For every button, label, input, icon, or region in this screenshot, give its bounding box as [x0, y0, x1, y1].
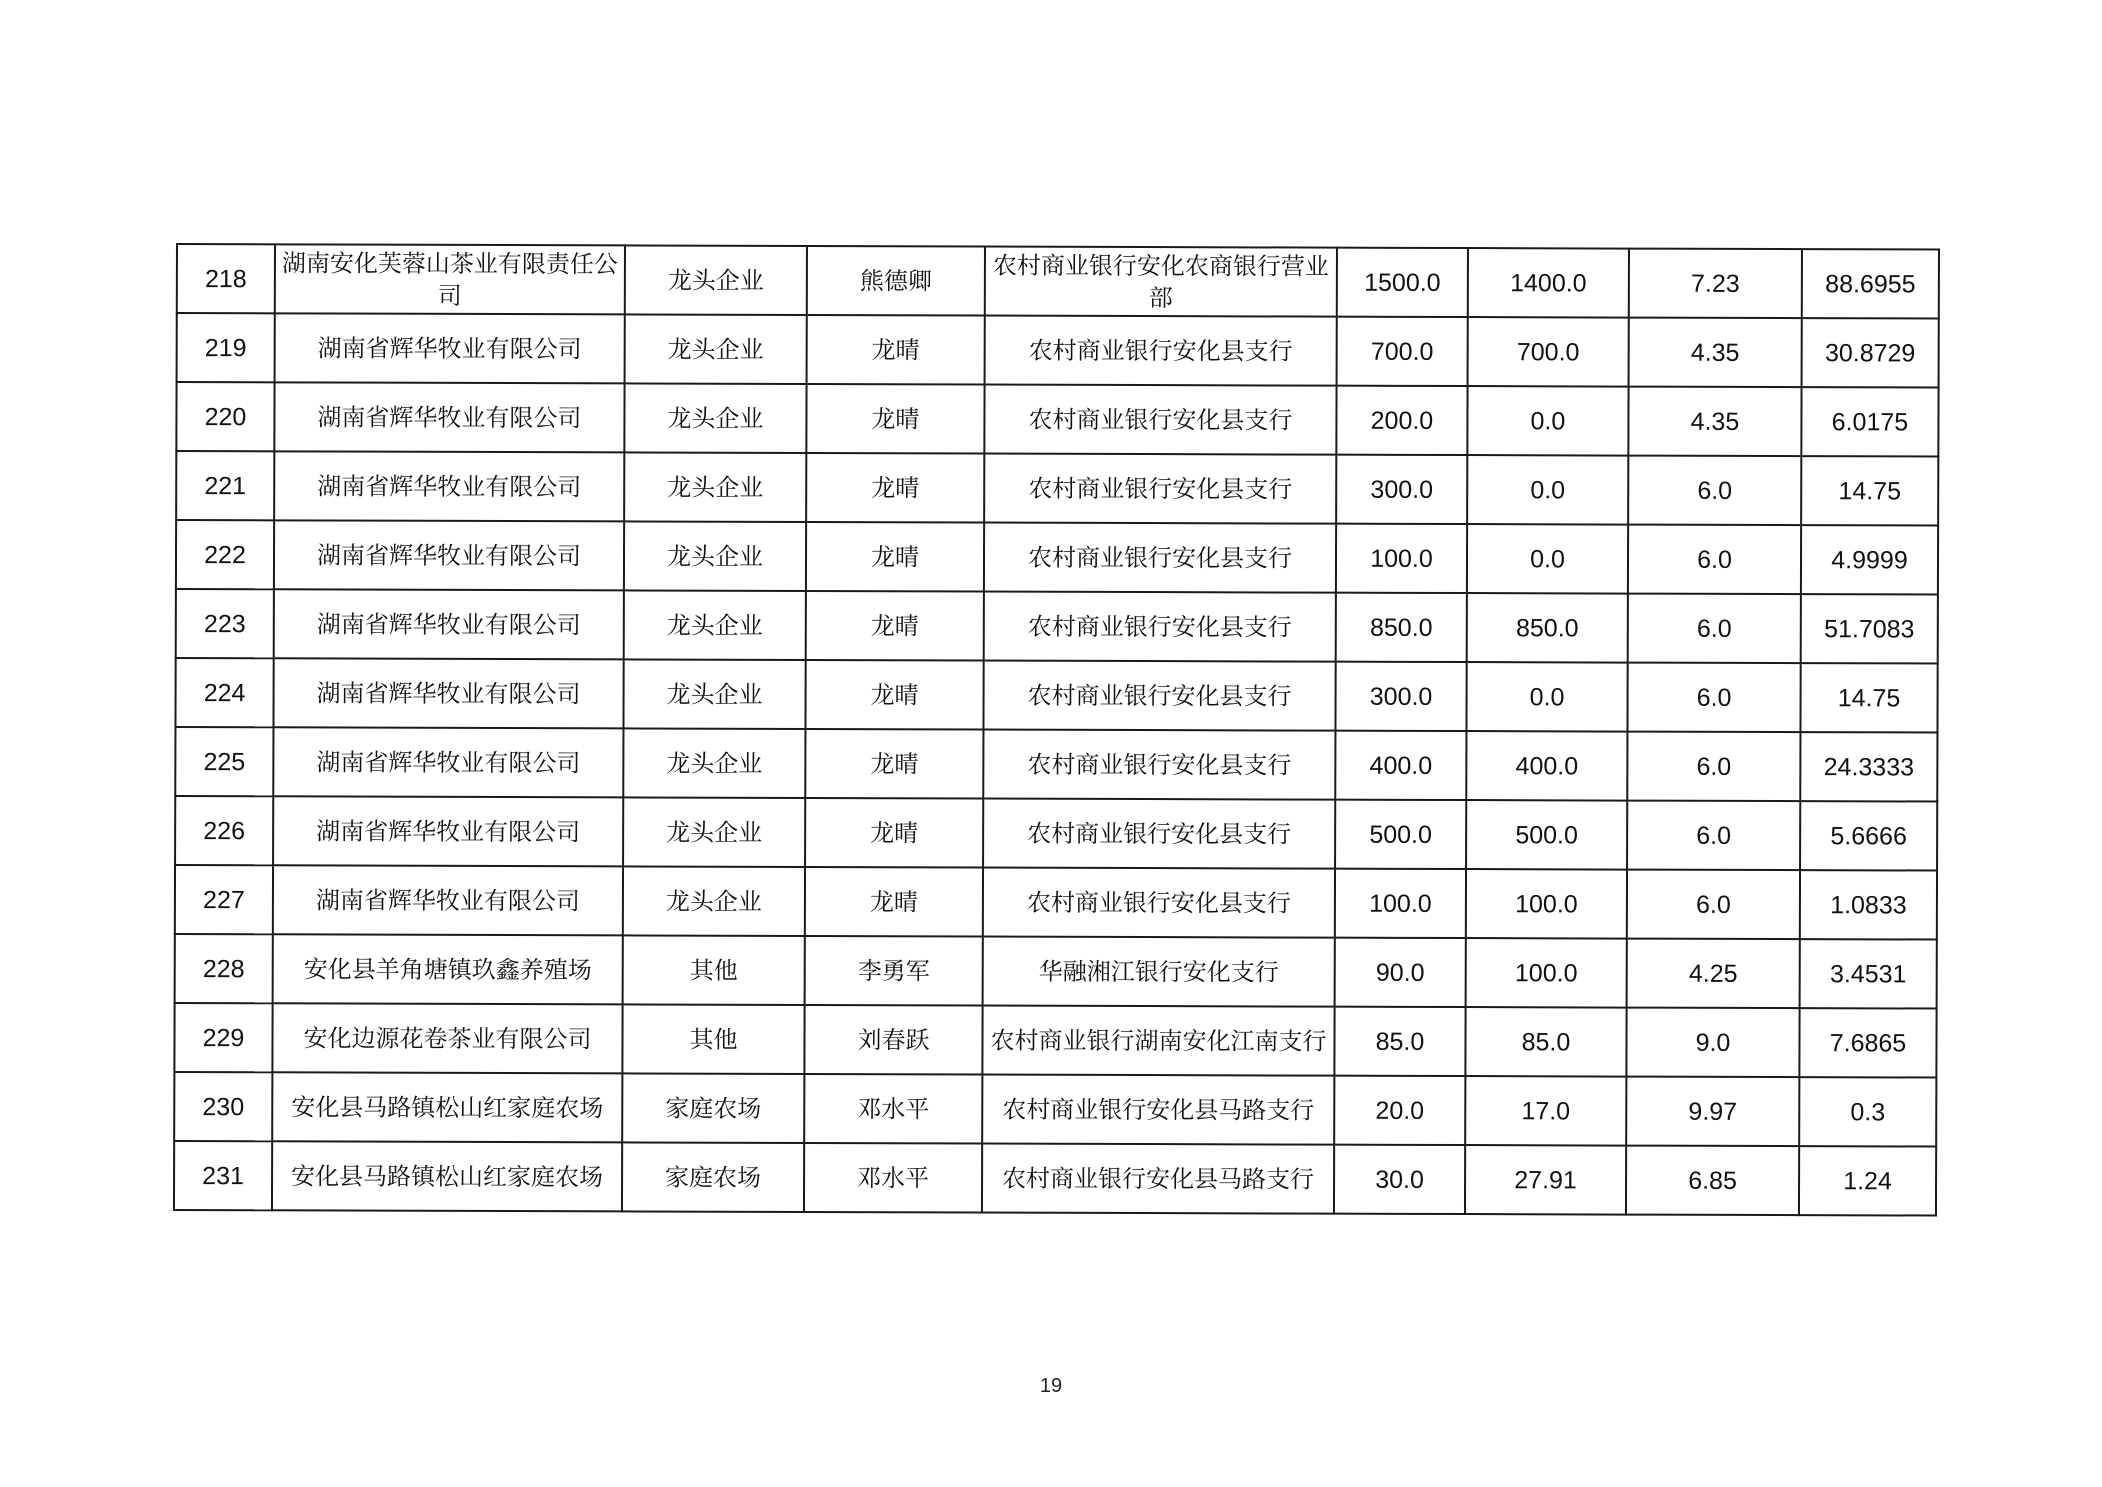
cell-amount-3: 3.4531 — [1800, 939, 1937, 1008]
cell-entity-type: 其他 — [623, 935, 805, 1005]
cell-amount-3: 5.6666 — [1800, 801, 1937, 870]
cell-entity-name: 安化县羊角塘镇玖鑫养殖场 — [273, 934, 623, 1004]
cell-entity-name: 湖南省辉华牧业有限公司 — [274, 520, 624, 590]
cell-amount-2: 1400.0 — [1468, 248, 1629, 318]
cell-contact-person: 邓水平 — [804, 1074, 982, 1144]
cell-entity-type: 龙头企业 — [624, 521, 806, 591]
cell-entity-name: 湖南省辉华牧业有限公司 — [273, 796, 623, 866]
cell-seq-no: 220 — [176, 382, 274, 451]
cell-contact-person: 龙晴 — [806, 522, 984, 592]
cell-rate: 6.85 — [1626, 1146, 1799, 1216]
cell-entity-name: 湖南省辉华牧业有限公司 — [275, 313, 625, 383]
cell-amount-3: 0.3 — [1799, 1077, 1936, 1146]
cell-seq-no: 222 — [176, 520, 274, 589]
cell-amount-2: 17.0 — [1465, 1076, 1626, 1146]
cell-amount-2: 85.0 — [1465, 1007, 1626, 1077]
cell-entity-name: 湖南省辉华牧业有限公司 — [273, 865, 623, 935]
table-row — [176, 589, 1938, 664]
cell-lending-bank: 农村商业银行安化县支行 — [984, 385, 1336, 455]
cell-entity-type: 龙头企业 — [624, 383, 806, 453]
table-row — [174, 1003, 1936, 1078]
table-row — [175, 865, 1937, 940]
cell-seq-no: 228 — [175, 934, 273, 1003]
cell-contact-person: 李勇军 — [805, 936, 983, 1006]
loan-table — [173, 243, 1940, 1217]
cell-amount-3: 4.9999 — [1801, 525, 1938, 594]
cell-amount-2: 850.0 — [1467, 593, 1628, 663]
cell-entity-type: 龙头企业 — [625, 314, 807, 384]
cell-seq-no: 221 — [176, 451, 274, 520]
cell-amount-2: 0.0 — [1467, 455, 1628, 525]
cell-entity-type: 龙头企业 — [623, 797, 805, 867]
cell-entity-name: 安化县马路镇松山红家庭农场 — [272, 1141, 622, 1211]
cell-entity-type: 龙头企业 — [623, 659, 805, 729]
cell-entity-type: 家庭农场 — [622, 1142, 804, 1212]
cell-lending-bank: 农村商业银行安化县支行 — [984, 592, 1336, 662]
cell-seq-no: 230 — [174, 1072, 272, 1141]
cell-amount-3: 1.24 — [1799, 1146, 1936, 1215]
cell-rate: 6.0 — [1628, 594, 1801, 664]
table-row — [175, 796, 1937, 871]
cell-rate: 9.97 — [1626, 1077, 1799, 1147]
cell-contact-person: 邓水平 — [804, 1143, 982, 1213]
cell-entity-type: 龙头企业 — [623, 728, 805, 798]
cell-entity-type: 龙头企业 — [625, 245, 807, 315]
cell-lending-bank: 农村商业银行安化县支行 — [983, 661, 1335, 731]
table-row — [177, 313, 1939, 388]
cell-lending-bank: 农村商业银行安化县支行 — [983, 730, 1335, 800]
cell-rate: 4.35 — [1628, 387, 1801, 457]
cell-entity-name: 安化县马路镇松山红家庭农场 — [272, 1072, 622, 1142]
cell-entity-type: 其他 — [622, 1004, 804, 1074]
cell-amount-3: 14.75 — [1800, 663, 1937, 732]
cell-lending-bank: 农村商业银行安化县支行 — [985, 316, 1337, 386]
table-row — [175, 934, 1937, 1009]
cell-contact-person: 龙晴 — [805, 867, 983, 937]
cell-entity-name: 安化边源花卷茶业有限公司 — [272, 1003, 622, 1073]
cell-contact-person: 龙晴 — [805, 729, 983, 799]
cell-entity-name: 湖南安化芙蓉山茶业有限责任公司 — [275, 244, 625, 314]
cell-seq-no: 231 — [174, 1141, 272, 1210]
cell-rate: 6.0 — [1627, 870, 1800, 940]
cell-lending-bank: 农村商业银行安化县支行 — [984, 454, 1336, 524]
cell-entity-type: 龙头企业 — [624, 452, 806, 522]
cell-seq-no: 224 — [175, 658, 273, 727]
cell-amount-3: 30.8729 — [1802, 318, 1939, 387]
cell-entity-type: 龙头企业 — [624, 590, 806, 660]
cell-amount-2: 100.0 — [1466, 938, 1627, 1008]
cell-amount-1: 300.0 — [1335, 662, 1466, 731]
cell-entity-name: 湖南省辉华牧业有限公司 — [274, 382, 624, 452]
cell-amount-1: 500.0 — [1335, 800, 1466, 869]
cell-amount-1: 30.0 — [1334, 1145, 1465, 1214]
cell-amount-1: 100.0 — [1336, 524, 1467, 593]
cell-seq-no: 229 — [174, 1003, 272, 1072]
table-row — [176, 451, 1938, 526]
table-body — [174, 244, 1939, 1216]
cell-entity-name: 湖南省辉华牧业有限公司 — [274, 451, 624, 521]
cell-amount-1: 1500.0 — [1337, 248, 1468, 317]
cell-amount-1: 850.0 — [1336, 593, 1467, 662]
cell-rate: 7.23 — [1629, 249, 1802, 319]
cell-lending-bank: 农村商业银行安化县支行 — [983, 868, 1335, 938]
cell-contact-person: 熊德卿 — [807, 246, 985, 316]
table-row — [177, 244, 1939, 319]
cell-lending-bank: 华融湘江银行安化支行 — [983, 937, 1335, 1007]
cell-contact-person: 龙晴 — [806, 453, 984, 523]
cell-seq-no: 218 — [177, 244, 275, 313]
cell-seq-no: 227 — [175, 865, 273, 934]
cell-amount-2: 500.0 — [1466, 800, 1627, 870]
cell-contact-person: 龙晴 — [806, 384, 984, 454]
cell-contact-person: 龙晴 — [806, 591, 984, 661]
cell-rate: 6.0 — [1627, 663, 1800, 733]
table-row — [176, 520, 1938, 595]
cell-lending-bank: 农村商业银行湖南安化江南支行 — [982, 1006, 1334, 1076]
cell-amount-1: 700.0 — [1337, 317, 1468, 386]
cell-lending-bank: 农村商业银行安化县马路支行 — [982, 1075, 1334, 1145]
cell-amount-3: 51.7083 — [1801, 594, 1938, 663]
cell-amount-1: 300.0 — [1336, 455, 1467, 524]
cell-amount-2: 0.0 — [1467, 524, 1628, 594]
cell-seq-no: 223 — [176, 589, 274, 658]
cell-seq-no: 225 — [175, 727, 273, 796]
table-row — [175, 658, 1937, 733]
cell-entity-name: 湖南省辉华牧业有限公司 — [273, 727, 623, 797]
cell-seq-no: 219 — [177, 313, 275, 382]
cell-lending-bank: 农村商业银行安化县支行 — [984, 523, 1336, 593]
cell-seq-no: 226 — [175, 796, 273, 865]
cell-contact-person: 龙晴 — [805, 798, 983, 868]
cell-amount-1: 85.0 — [1334, 1007, 1465, 1076]
cell-rate: 6.0 — [1627, 732, 1800, 802]
cell-entity-type: 龙头企业 — [623, 866, 805, 936]
cell-amount-2: 0.0 — [1467, 386, 1628, 456]
cell-amount-2: 400.0 — [1466, 731, 1627, 801]
cell-rate: 6.0 — [1627, 801, 1800, 871]
cell-rate: 4.25 — [1627, 939, 1800, 1009]
cell-amount-3: 1.0833 — [1800, 870, 1937, 939]
cell-rate: 6.0 — [1628, 456, 1801, 526]
table-row — [174, 1141, 1936, 1216]
table-row — [174, 1072, 1936, 1147]
cell-contact-person: 刘春跃 — [804, 1005, 982, 1075]
cell-amount-3: 6.0175 — [1801, 387, 1938, 456]
cell-amount-3: 7.6865 — [1799, 1008, 1936, 1077]
cell-amount-3: 88.6955 — [1802, 249, 1939, 318]
cell-rate: 4.35 — [1629, 318, 1802, 388]
cell-contact-person: 龙晴 — [807, 315, 985, 385]
cell-amount-3: 24.3333 — [1800, 732, 1937, 801]
cell-lending-bank: 农村商业银行安化县马路支行 — [982, 1144, 1334, 1214]
cell-entity-name: 湖南省辉华牧业有限公司 — [274, 589, 624, 659]
cell-rate: 6.0 — [1628, 525, 1801, 595]
cell-amount-2: 700.0 — [1468, 317, 1629, 387]
cell-lending-bank: 农村商业银行安化农商银行营业部 — [985, 247, 1337, 317]
cell-amount-1: 400.0 — [1335, 731, 1466, 800]
cell-amount-2: 0.0 — [1466, 662, 1627, 732]
cell-amount-3: 14.75 — [1801, 456, 1938, 525]
cell-amount-1: 100.0 — [1335, 869, 1466, 938]
page-number: 19 — [1039, 1375, 1063, 1397]
cell-contact-person: 龙晴 — [805, 660, 983, 730]
cell-amount-1: 200.0 — [1336, 386, 1467, 455]
cell-lending-bank: 农村商业银行安化县支行 — [983, 799, 1335, 869]
cell-amount-2: 100.0 — [1466, 869, 1627, 939]
cell-amount-1: 20.0 — [1334, 1076, 1465, 1145]
cell-entity-type: 家庭农场 — [622, 1073, 804, 1143]
table-row — [176, 382, 1938, 457]
cell-entity-name: 湖南省辉华牧业有限公司 — [273, 658, 623, 728]
table-row — [175, 727, 1937, 802]
cell-amount-1: 90.0 — [1335, 938, 1466, 1007]
cell-rate: 9.0 — [1626, 1008, 1799, 1078]
cell-amount-2: 27.91 — [1465, 1145, 1626, 1215]
